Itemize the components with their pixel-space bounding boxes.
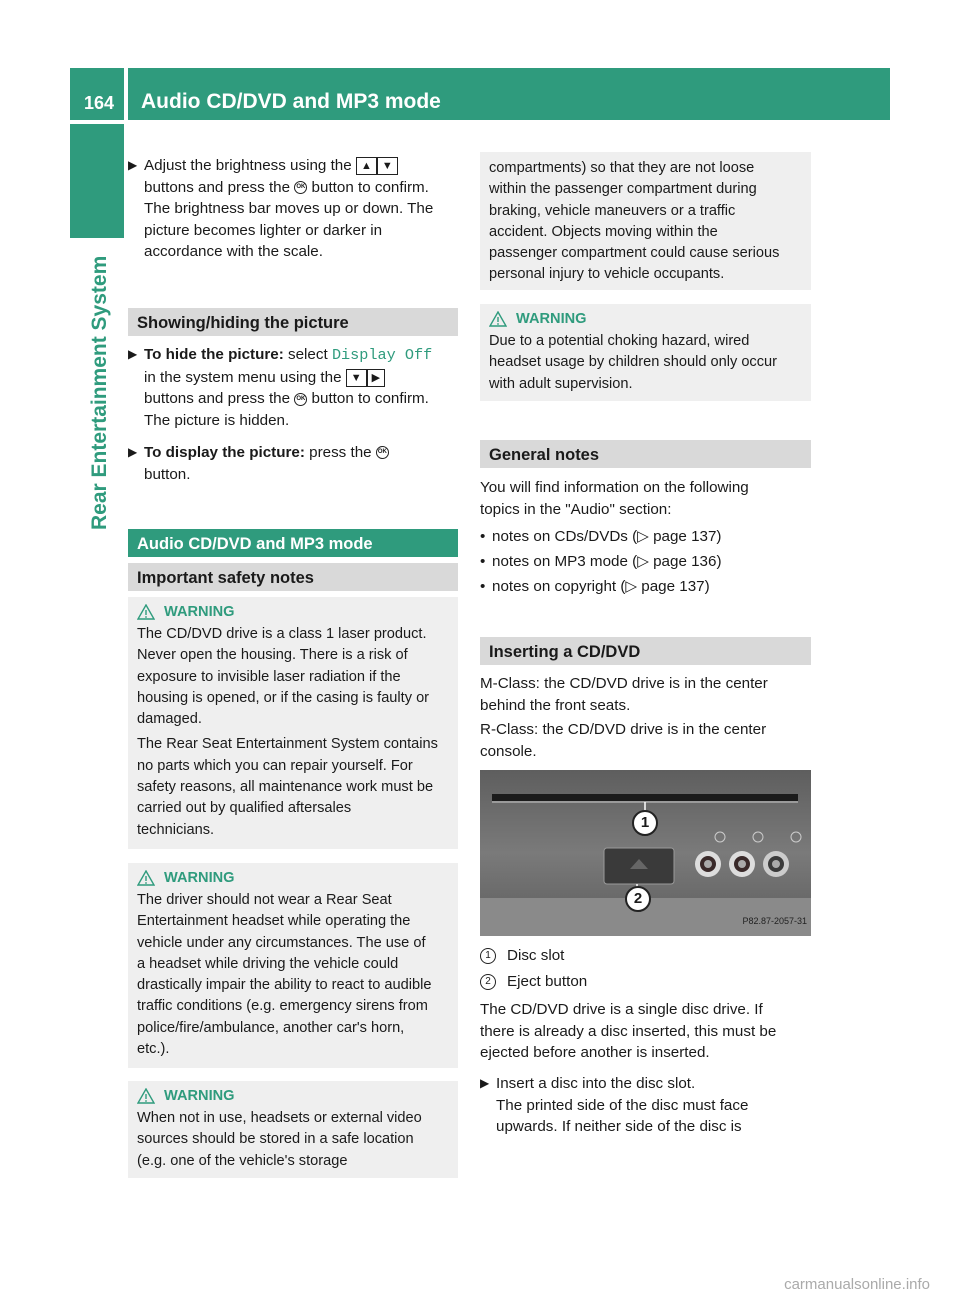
step-text: picture becomes lighter or darker in <box>144 221 383 239</box>
warning-text: The CD/DVD drive is a class 1 laser product. Never open the housing. There is a risk of exposure to invisible laser radiation if the housing is opened, or if the casing is faulty or damaged. <box>137 626 430 728</box>
warning-icon <box>137 1088 155 1104</box>
page-number: 164 <box>84 93 115 113</box>
step-text: buttons and press the <box>144 178 291 196</box>
step-text: button. <box>144 465 191 483</box>
step-label: To hide the picture: <box>144 346 284 363</box>
warning-text: The Rear Seat Entertainment System contains no parts which you can repair yourself. For safety reasons, all maintenance work must be carried out by qualified aftersales technicians. <box>137 736 438 838</box>
m-class-text: M-Class: the CD/DVD drive is in the center behind the front seats. <box>480 675 768 714</box>
step-text: The picture is hidden. <box>144 411 290 429</box>
step-text: button to confirm. <box>311 390 429 408</box>
warning-box-storage <box>128 1081 458 1178</box>
warning-label: WARNING <box>164 604 235 620</box>
step-text: buttons and press the <box>144 390 291 408</box>
up-key: ▲ <box>356 157 377 175</box>
warning-box-choking <box>480 304 811 401</box>
header-title-bar <box>128 68 890 120</box>
photo-code: P82.87-2057-31 <box>742 916 807 927</box>
callout-1: 1 <box>632 810 658 836</box>
ok-icon: OK <box>294 393 307 406</box>
list-item: • notes on CDs/DVDs (▷ page 137) <box>480 528 722 545</box>
step-text: Insert a disc into the disc slot. <box>496 1075 696 1092</box>
down-key: ▼ <box>377 157 398 175</box>
right-key: ▶ <box>367 369 385 387</box>
step-text: button to confirm. <box>311 178 429 196</box>
warning-text: compartments) so that they are not loose within the passenger compartment during braking, vehicle maneuvers or a traffic accident. Objects moving within the passenger compartment could cause serious personal injury to vehicle occupants. <box>489 160 780 283</box>
watermark: carmanualsonline.info <box>784 1276 930 1293</box>
side-label: Rear Entertainment System <box>88 255 111 530</box>
warning-text: The driver should not wear a Rear Seat Entertainment headset while operating the vehicle under any circumstances. The use of a headset while driving the vehicle could drastically impair the ability to react to audible traffic conditions (e.g. emergency sirens from police/fire/ambulance, another car's horn, etc.). <box>137 892 432 1058</box>
warning-label: WARNING <box>516 311 587 327</box>
list-item: • notes on copyright (▷ page 137) <box>480 578 710 595</box>
legend-number: 1 <box>480 948 496 964</box>
step-arrow-icon: ▶ <box>128 445 138 459</box>
warning-icon <box>137 870 155 886</box>
legend-number: 2 <box>480 974 496 990</box>
r-class-text: R-Class: the CD/DVD drive is in the center console. <box>480 721 767 760</box>
warning-text: When not in use, headsets or external video sources should be stored in a safe location (e.g. one of the vehicle's storage <box>137 1110 422 1169</box>
cd-drive-photo <box>480 770 811 936</box>
step-arrow-icon: ▶ <box>128 158 138 172</box>
warning-header <box>137 601 449 624</box>
step-arrow-icon: ▶ <box>128 347 138 361</box>
warning-icon <box>489 311 507 327</box>
section-heading-audio: Audio CD/DVD and MP3 mode <box>128 529 458 557</box>
step-text: select <box>288 346 328 363</box>
step-text: accordance with the scale. <box>144 243 323 261</box>
page-title: Audio CD/DVD and MP3 mode <box>141 90 441 113</box>
warning-box-continued <box>480 152 811 290</box>
warning-header <box>137 867 449 890</box>
step-arrow-icon: ▶ <box>480 1076 490 1090</box>
step-text: Adjust the brightness using the <box>144 157 352 174</box>
heading-safety-notes: Important safety notes <box>128 563 458 591</box>
hide-picture-step <box>128 344 463 431</box>
heading-inserting: Inserting a CD/DVD <box>480 637 811 665</box>
single-disc-text: The CD/DVD drive is a single disc drive. If there is already a disc inserted, this must be ejected before another is inserted. <box>480 1001 777 1062</box>
insert-disc-step <box>480 1073 815 1138</box>
warning-header <box>489 308 802 331</box>
heading-showing-hiding: Showing/hiding the picture <box>128 308 458 336</box>
down-key: ▼ <box>346 369 367 387</box>
legend-label: Disc slot <box>507 947 565 964</box>
callout-2: 2 <box>625 886 651 912</box>
heading-general-notes: General notes <box>480 440 811 468</box>
step-text: The printed side of the disc must face <box>496 1096 749 1114</box>
display-picture-step <box>128 442 463 485</box>
step-text: press the <box>309 444 372 461</box>
brightness-step <box>128 155 463 263</box>
warning-header <box>137 1085 449 1108</box>
legend-label: Eject button <box>507 973 588 990</box>
warning-icon <box>137 604 155 620</box>
warning-box-headset <box>128 863 458 1068</box>
warning-text: Due to a potential choking hazard, wired headset usage by children should only occur with adult supervision. <box>489 333 778 392</box>
page-number-box <box>70 68 124 120</box>
warning-label: WARNING <box>164 1088 235 1104</box>
step-label: To display the picture: <box>144 444 305 461</box>
ok-icon: OK <box>294 181 307 194</box>
warning-label: WARNING <box>164 870 235 886</box>
step-text: The brightness bar moves up or down. The <box>144 200 434 218</box>
menu-code: Display Off <box>331 346 433 364</box>
list-item: • notes on MP3 mode (▷ page 136) <box>480 553 722 570</box>
warning-box-laser <box>128 597 458 849</box>
step-text: in the system menu using the <box>144 368 342 386</box>
step-text: upwards. If neither side of the disc is <box>496 1118 742 1136</box>
ok-icon: OK <box>376 446 389 459</box>
general-intro: You will find information on the following topics in the "Audio" section: <box>480 479 749 518</box>
